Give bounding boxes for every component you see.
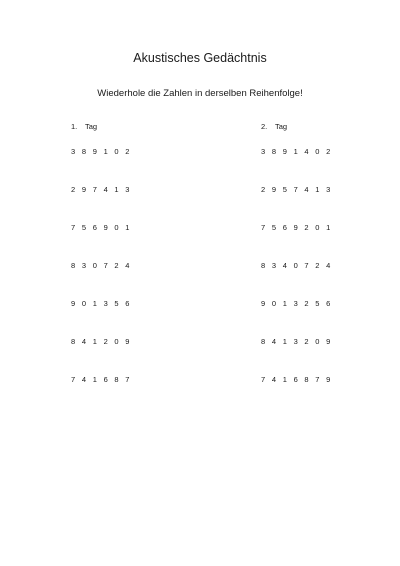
day-1-sequence-1: 3 8 9 1 0 2 (71, 147, 132, 156)
day-1-sequence-2: 2 9 7 4 1 3 (71, 185, 132, 194)
day-1-header (71, 122, 132, 132)
day-2-sequence-3: 7 5 6 9 2 0 1 (261, 223, 333, 232)
day-1-column (71, 122, 132, 413)
day-1-label: Tag (85, 122, 98, 131)
instruction-text: Wiederhole die Zahlen in derselben Reihenfolge! (97, 88, 303, 99)
day-1-sequence-3: 7 5 6 9 0 1 (71, 223, 132, 232)
day-1-sequence-4: 8 3 0 7 2 4 (71, 261, 132, 270)
day-2-column (261, 122, 333, 413)
day-2-number: 2. (261, 122, 268, 131)
day-2-sequence-6: 8 4 1 3 2 0 9 (261, 337, 333, 346)
day-2-sequence-1: 3 8 9 1 4 0 2 (261, 147, 333, 156)
day-2-sequence-4: 8 3 4 0 7 2 4 (261, 261, 333, 270)
day-2-label: Tag (275, 122, 288, 131)
day-1-sequence-5: 9 0 1 3 5 6 (71, 299, 132, 308)
page-title: Akustisches Gedächtnis (133, 51, 267, 65)
day-2-sequence-5: 9 0 1 3 2 5 6 (261, 299, 333, 308)
day-1-number: 1. (71, 122, 78, 131)
day-2-sequence-7: 7 4 1 6 8 7 9 (261, 375, 333, 384)
day-2-sequence-2: 2 9 5 7 4 1 3 (261, 185, 333, 194)
day-1-sequence-6: 8 4 1 2 0 9 (71, 337, 132, 346)
day-1-sequence-7: 7 4 1 6 8 7 (71, 375, 132, 384)
day-2-header (261, 122, 333, 132)
